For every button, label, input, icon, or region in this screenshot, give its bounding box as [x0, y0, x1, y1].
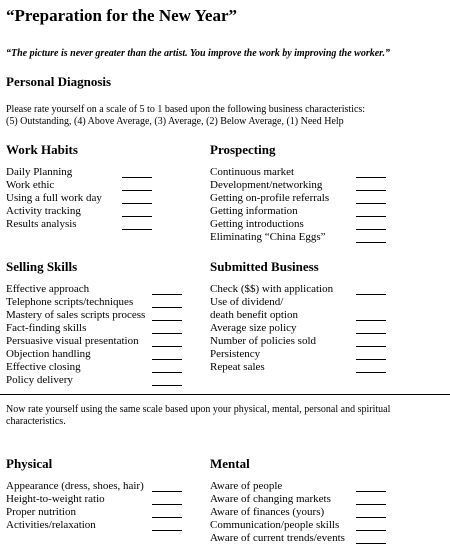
item-label: Work ethic: [6, 179, 55, 191]
list-item: [6, 309, 186, 322]
list-item: [6, 205, 156, 218]
item-label: Continuous market: [210, 166, 295, 178]
list-item: [6, 480, 186, 493]
rating-blank[interactable]: [356, 309, 386, 321]
item-label: Aware of finances (yours): [210, 506, 325, 518]
item-label: Persistency: [210, 348, 261, 360]
item-label: Average size policy: [210, 322, 297, 334]
list-item: [210, 348, 390, 361]
rating-blank[interactable]: [152, 480, 182, 492]
list-item: [210, 218, 390, 231]
work-habits-list: [6, 166, 156, 231]
selling-skills-list: [6, 283, 186, 387]
item-label: Aware of changing markets: [210, 493, 331, 505]
rating-blank[interactable]: [122, 205, 152, 217]
rating-blank[interactable]: [356, 361, 386, 373]
list-item: [210, 192, 390, 205]
rating-blank[interactable]: [356, 348, 386, 360]
list-item: [210, 283, 390, 296]
list-item: [210, 231, 390, 244]
prospecting-heading: Prospecting: [210, 142, 276, 157]
section-divider: [0, 394, 450, 395]
item-label: Height-to-weight ratio: [6, 493, 105, 505]
item-label: Results analysis: [6, 218, 77, 230]
list-item: [6, 283, 186, 296]
item-label: Getting on-profile referrals: [210, 192, 330, 204]
list-item: [210, 532, 390, 545]
item-label: death benefit option: [210, 309, 298, 321]
rating-blank[interactable]: [152, 374, 182, 386]
list-item: [6, 506, 186, 519]
list-item: [210, 166, 390, 179]
item-label: Getting information: [210, 205, 298, 217]
item-label: Development/networking: [210, 179, 323, 191]
list-item: [210, 179, 390, 192]
rating-blank[interactable]: [356, 218, 386, 230]
selling-skills-heading: Selling Skills: [6, 259, 78, 274]
rating-blank[interactable]: [152, 283, 182, 295]
rating-blank[interactable]: [122, 166, 152, 178]
list-item: [210, 506, 390, 519]
item-label: Use of dividend/: [210, 296, 284, 308]
item-label: Number of policies sold: [210, 335, 317, 347]
instruction-line-2: (5) Outstanding, (4) Above Average, (3) Average, (2) Below Average, (1) Need Help: [6, 116, 344, 127]
instruction-line-1: Please rate yourself on a scale of 5 to 1 based upon the following business characteristics:: [6, 104, 366, 115]
list-item: [210, 519, 390, 532]
item-label: Using a full work day: [6, 192, 102, 204]
rating-blank[interactable]: [356, 283, 386, 295]
item-label: Effective approach: [6, 283, 90, 295]
item-label: Eliminating “China Eggs”: [210, 231, 326, 243]
mental-heading: Mental: [210, 456, 250, 471]
list-item: [6, 335, 186, 348]
item-label: Check ($$) with application: [210, 283, 334, 295]
list-item: [210, 493, 390, 506]
list-item: [6, 493, 186, 506]
rating-blank[interactable]: [356, 506, 386, 518]
second-instruction-line-1: Now rate yourself using the same scale based upon your physical, mental, personal and spiritual: [6, 404, 391, 415]
rating-blank[interactable]: [356, 166, 386, 178]
list-item: [6, 348, 186, 361]
item-label: Proper nutrition: [6, 506, 76, 518]
item-label: Getting introductions: [210, 218, 304, 230]
mental-list: [210, 480, 390, 545]
item-label: Communication/people skills: [210, 519, 340, 531]
item-label: Persuasive visual presentation: [6, 335, 139, 347]
rating-blank[interactable]: [152, 361, 182, 373]
rating-blank[interactable]: [152, 296, 182, 308]
rating-blank[interactable]: [356, 205, 386, 217]
rating-blank[interactable]: [152, 348, 182, 360]
rating-blank[interactable]: [356, 335, 386, 347]
item-label: Effective closing: [6, 361, 81, 373]
item-label: Activities/relaxation: [6, 519, 96, 531]
item-label: Telephone scripts/techniques: [6, 296, 134, 308]
item-label: Repeat sales: [210, 361, 265, 373]
rating-blank[interactable]: [152, 335, 182, 347]
physical-list: [6, 480, 186, 532]
item-label: Appearance (dress, shoes, hair): [6, 480, 144, 492]
list-item: [6, 192, 156, 205]
item-label: Daily Planning: [6, 166, 73, 178]
physical-heading: Physical: [6, 456, 53, 471]
rating-blank[interactable]: [152, 322, 182, 334]
item-label: Aware of current trends/events: [210, 532, 345, 544]
list-item: [6, 374, 186, 387]
second-instruction-line-2: characteristics.: [6, 416, 66, 427]
rating-blank[interactable]: [356, 480, 386, 492]
rating-blank[interactable]: [122, 179, 152, 191]
rating-blank[interactable]: [356, 493, 386, 505]
list-item: [210, 322, 390, 335]
rating-blank[interactable]: [152, 506, 182, 518]
rating-blank[interactable]: [356, 231, 386, 243]
submitted-business-heading: Submitted Business: [210, 259, 319, 274]
list-item: [210, 205, 390, 218]
list-item: [6, 361, 186, 374]
list-item: [210, 480, 390, 493]
rating-blank[interactable]: [356, 322, 386, 334]
list-item: [210, 361, 390, 374]
rating-blank[interactable]: [122, 192, 152, 204]
rating-blank[interactable]: [152, 309, 182, 321]
item-label: Activity tracking: [6, 205, 81, 217]
rating-blank[interactable]: [356, 192, 386, 204]
rating-blank[interactable]: [356, 532, 386, 544]
item-label: Policy delivery: [6, 374, 73, 386]
list-item: [6, 296, 186, 309]
list-item: [6, 218, 156, 231]
work-habits-heading: Work Habits: [6, 142, 78, 157]
list-item: [210, 309, 390, 322]
item-label: Objection handling: [6, 348, 91, 360]
list-item: [6, 166, 156, 179]
rating-blank[interactable]: [122, 218, 152, 230]
list-item: [210, 335, 390, 348]
item-label: Aware of people: [210, 480, 283, 492]
rating-blank[interactable]: [356, 179, 386, 191]
rating-blank[interactable]: [356, 519, 386, 531]
rating-blank[interactable]: [152, 493, 182, 505]
item-label: Fact-finding skills: [6, 322, 87, 334]
list-item: [210, 296, 390, 309]
list-item: [6, 179, 156, 192]
submitted-business-list: [210, 283, 390, 374]
item-label: Mastery of sales scripts process: [6, 309, 146, 321]
personal-diagnosis-heading: Personal Diagnosis: [6, 74, 112, 89]
rating-blank[interactable]: [152, 519, 182, 531]
page-title: “Preparation for the New Year”: [6, 6, 238, 25]
prospecting-list: [210, 166, 390, 244]
quote: “The picture is never greater than the artist. You improve the work by improving the worker.”: [6, 48, 390, 59]
list-item: [6, 519, 186, 532]
list-item: [6, 322, 186, 335]
